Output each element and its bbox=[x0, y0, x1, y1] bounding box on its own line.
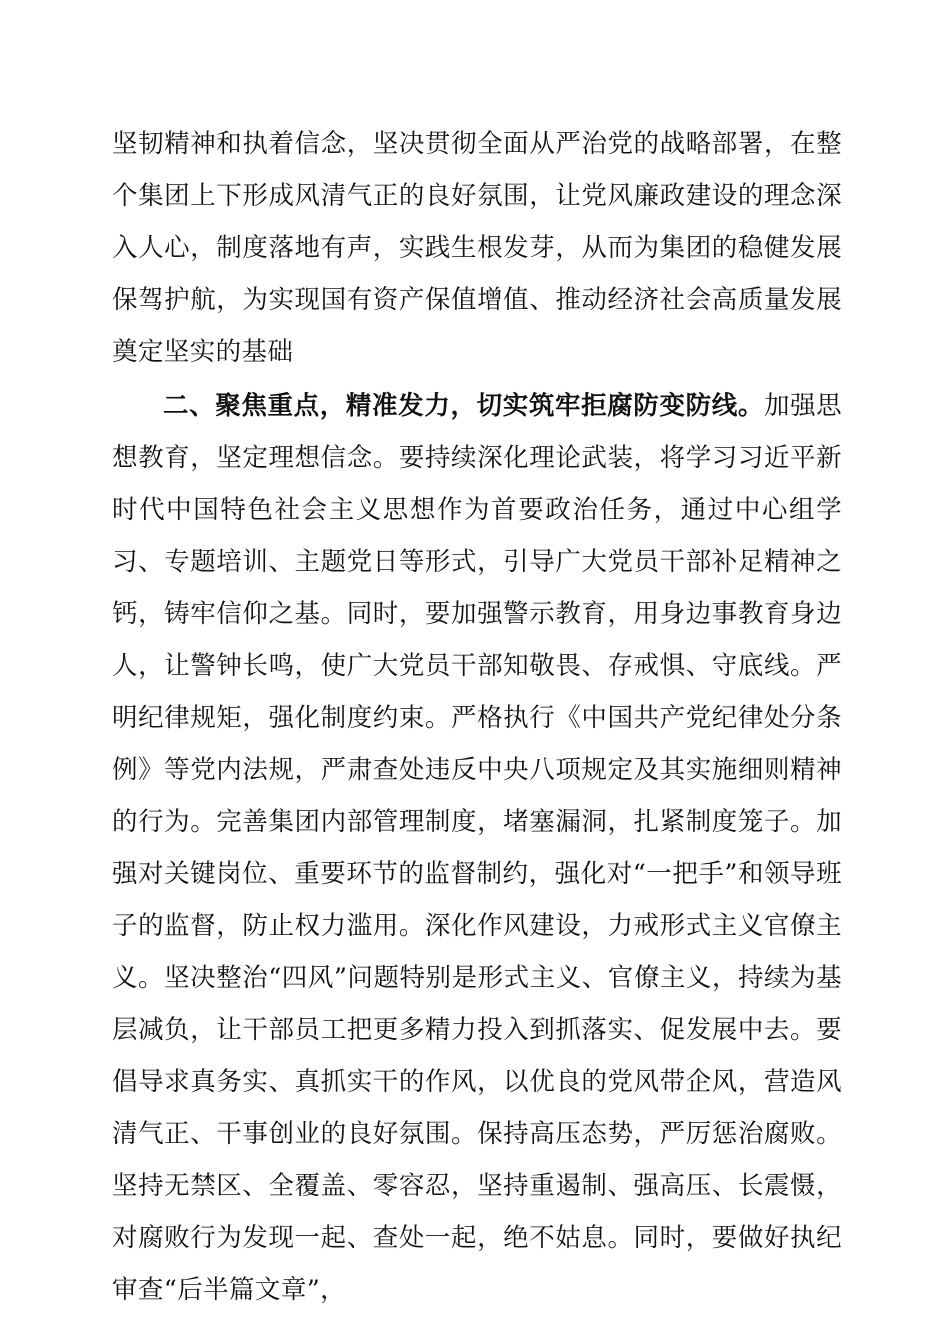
document-body bbox=[112, 118, 842, 1316]
paragraph-2 bbox=[112, 380, 842, 1316]
section-heading-two: 二、聚焦重点，精准发力，切实筑牢拒腐防变防线。 bbox=[163, 391, 765, 421]
paragraph-1-text: 坚韧精神和执着信念，坚决贯彻全面从严治党的战略部署，在整个集团上下形成风清气正的良好氛围，让党风廉政建设的理念深入人心，制度落地有声，实践生根发芽，从而为集团的稳健发展保驾护航，为实现国有资产保值增值、推动经济社会高质量发展奠定坚实的基础 bbox=[112, 129, 842, 367]
paragraph-1 bbox=[112, 118, 842, 378]
paragraph-2-text: 加强思想教育，坚定理想信念。要持续深化理论武装，将学习习近平新时代中国特色社会主义思想作为首要政治任务，通过中心组学习、专题培训、主题党日等形式，引导广大党员干部补足精神之钙，铸牢信仰之基。同时，要加强警示教育，用身边事教育身边人，让警钟长鸣，使广大党员干部知敬畏、存戒惧、守底线。严明纪律规矩，强化制度约束。严格执行《中国共产党纪律处分条例》等党内法规，严肃查处违反中央八项规定及其实施细则精神的行为。完善集团内部管理制度，堵塞漏洞，扎紧制度笼子。加强对关键岗位、重要环节的监督制约，强化对“一把手”和领导班子的监督，防止权力滥用。深化作风建设，力戒形式主义官僚主义。坚决整治“四风”问题特别是形式主义、官僚主义，持续为基层减负，让干部员工把更多精力投入到抓落实、促发展中去。要倡导求真务实、真抓实干的作风，以优良的党风带企风，营造风清气正、干事创业的良好氛围。保持高压态势，严厉惩治腐败。坚持无禁区、全覆盖、零容忍，坚持重遏制、强高压、长震慑，对腐败行为发现一起、查处一起，绝不姑息。同时，要做好执纪审查“后半篇文章”， bbox=[112, 391, 842, 1305]
